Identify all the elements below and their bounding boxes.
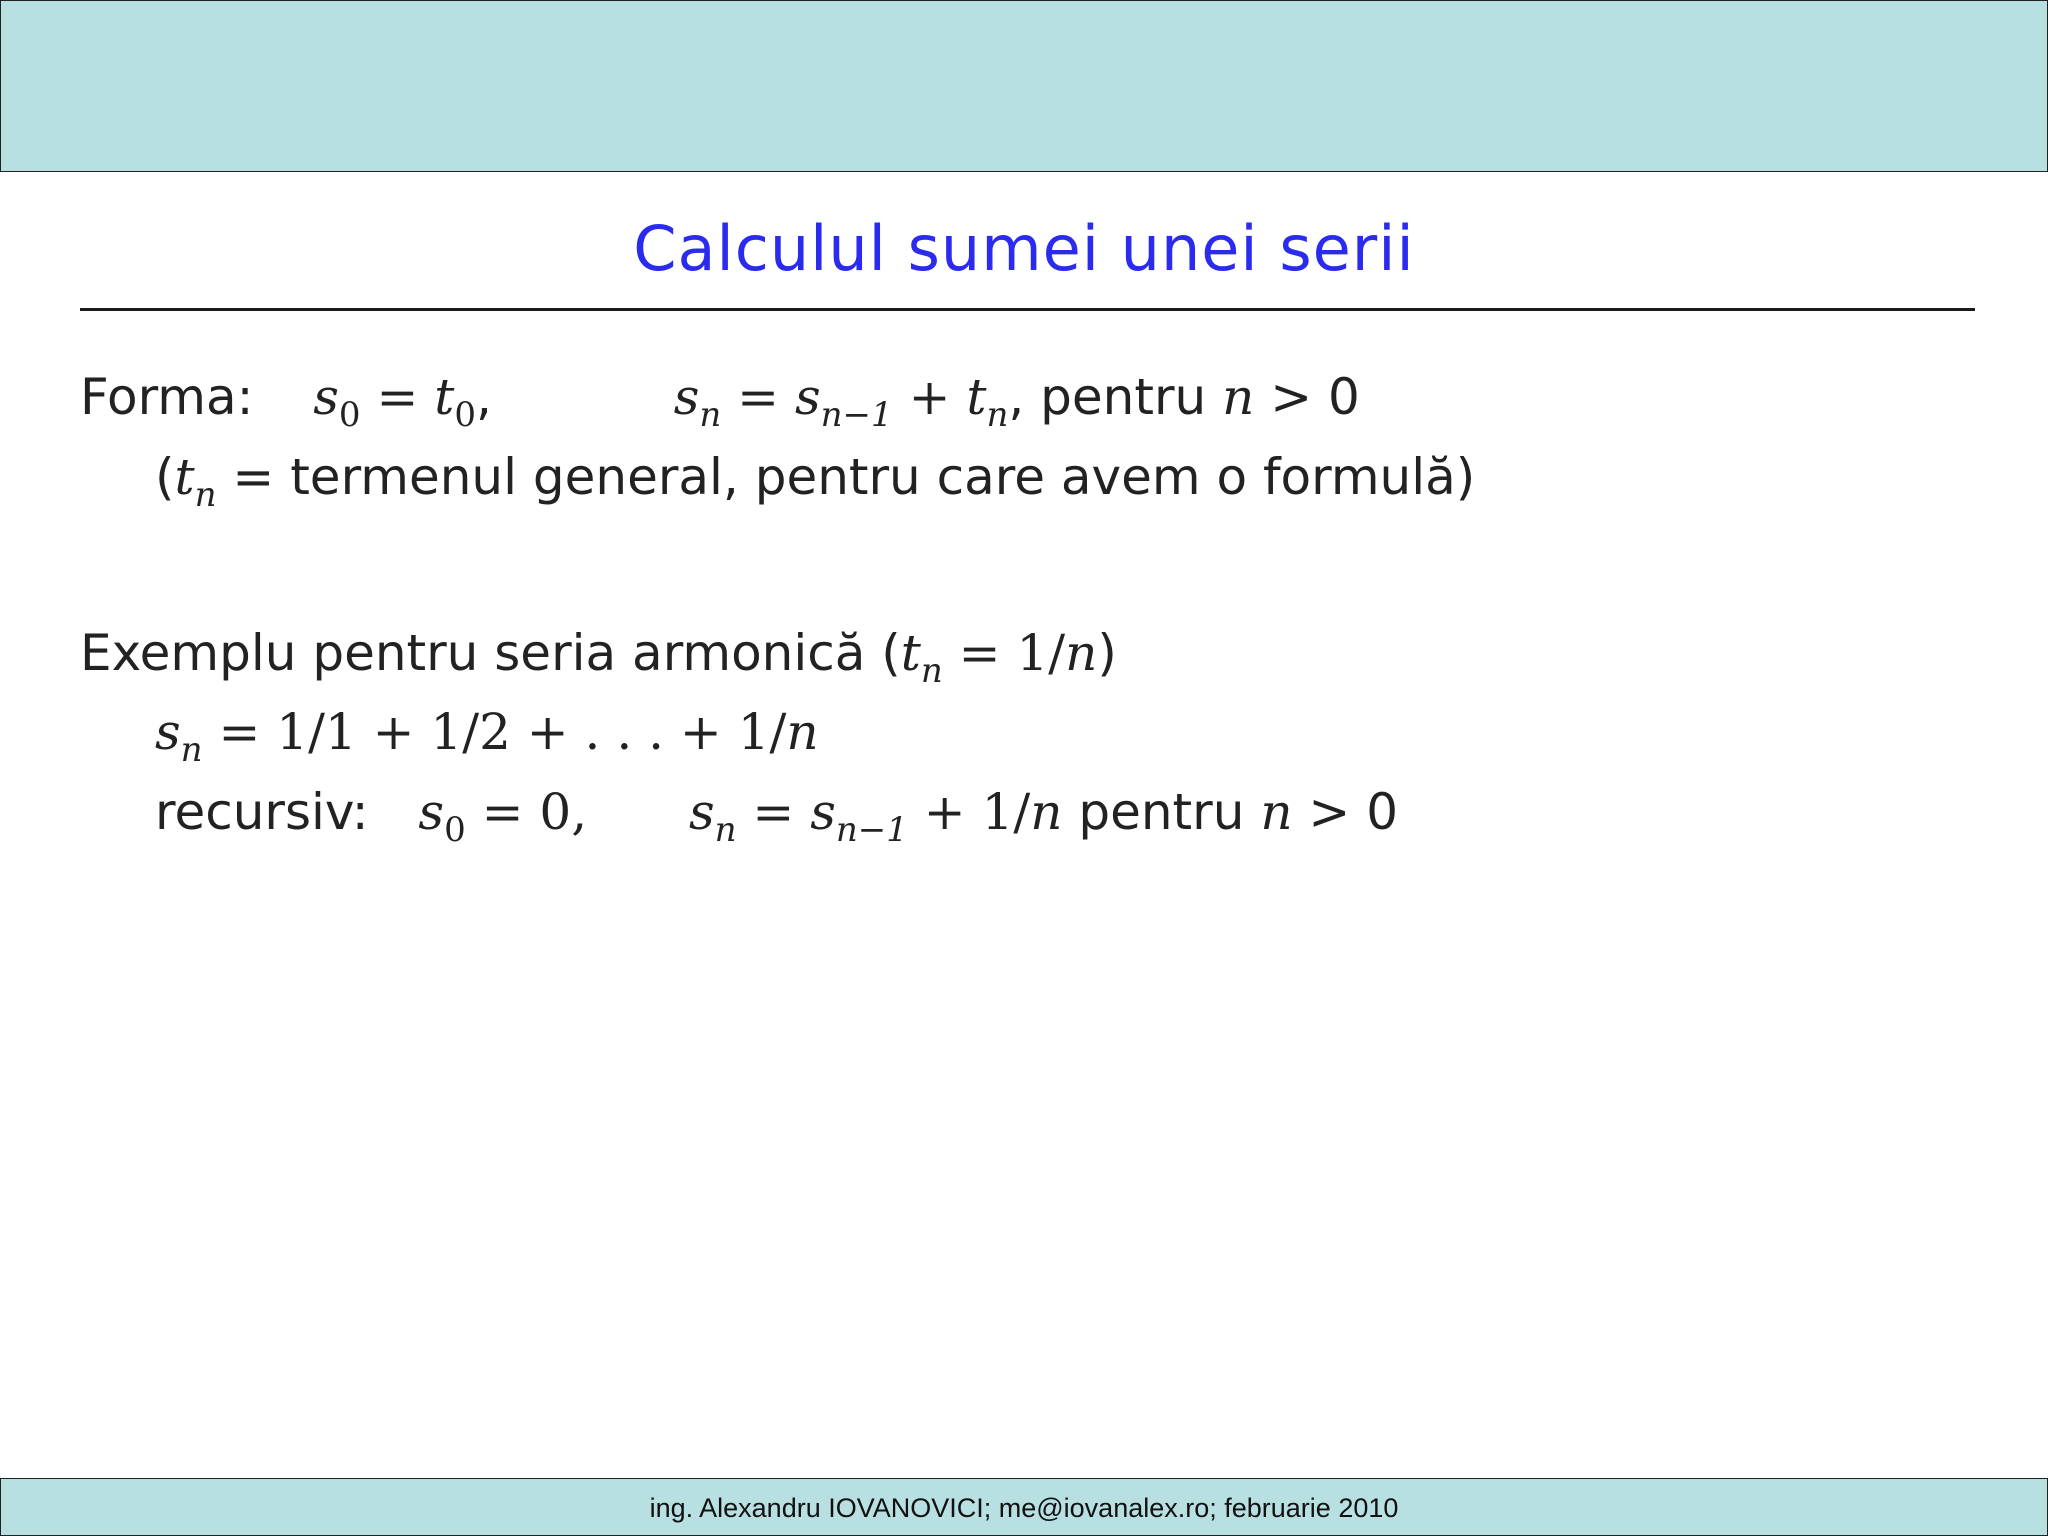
forma-snm1-sub: n−1 — [820, 394, 893, 435]
title-divider — [80, 308, 1975, 311]
footer-text: ing. Alexandru IOVANOVICI; me@iovanalex.ro; februarie 2010 — [649, 1493, 1399, 1523]
forma-condition-word: pentru — [1040, 368, 1207, 426]
recursiv-plus: + 1/ — [907, 783, 1031, 841]
forma-t0-sub: 0 — [454, 394, 476, 435]
forma-sn-sub: n — [699, 394, 722, 435]
recursiv-sn: s — [688, 783, 715, 841]
recursiv-n: n — [1030, 783, 1063, 841]
recursiv-snm1-sub: n−1 — [835, 809, 908, 850]
exemplu-t-sub: n — [920, 650, 943, 691]
forma-note-open: ( — [155, 448, 175, 506]
sum-sn-sub: n — [180, 729, 203, 770]
forma-plus: + — [892, 368, 967, 426]
exemplu-line — [80, 624, 1117, 691]
forma-condition-var: n — [1222, 368, 1255, 426]
forma-sn: s — [673, 368, 700, 426]
recursiv-s0-sub: 0 — [444, 809, 466, 850]
recursiv-snm1: s — [810, 783, 836, 841]
recursiv-line — [155, 783, 1399, 850]
forma-eq1-op: = — [360, 368, 435, 426]
recursiv-sn-sub: n — [714, 809, 737, 850]
forma-note-line — [155, 448, 1476, 515]
recursiv-condition-word: pentru — [1078, 783, 1245, 841]
exemplu-close: ) — [1097, 624, 1117, 682]
sum-n: n — [786, 703, 819, 761]
sum-sn: s — [155, 703, 181, 761]
recursiv-condition-op: > 0 — [1292, 783, 1399, 841]
recursiv-label: recursiv: — [155, 783, 369, 841]
forma-tn: t — [966, 368, 987, 426]
recursiv-eq2-op: = — [736, 783, 811, 841]
forma-label: Forma: — [80, 368, 254, 426]
recursiv-condition-var: n — [1260, 783, 1293, 841]
forma-s0-sub: 0 — [338, 394, 361, 435]
forma-condition-op: > 0 — [1254, 368, 1360, 426]
exemplu-n: n — [1065, 624, 1098, 682]
exemplu-text: Exemplu pentru seria armonică ( — [80, 624, 901, 682]
forma-eq1-sep: , — [475, 368, 492, 426]
slide-title: Calculul sumei unei serii — [633, 212, 1415, 285]
forma-note-text: = termenul general, pentru care avem o formulă) — [216, 448, 1476, 506]
forma-eq2-op: = — [721, 368, 795, 426]
sum-line — [155, 703, 819, 770]
recursiv-s0: s — [418, 783, 445, 841]
forma-snm1: s — [794, 368, 821, 426]
sum-rhs: = 1/1 + 1/2 + . . . + 1/ — [202, 703, 787, 761]
forma-tn-sub: n — [986, 394, 1009, 435]
forma-eq2-sep: , — [1008, 368, 1025, 426]
forma-line — [80, 368, 1360, 435]
forma-t0: t — [434, 368, 455, 426]
forma-note-t: t — [174, 448, 195, 506]
exemplu-t: t — [900, 624, 921, 682]
forma-note-t-sub: n — [194, 474, 217, 515]
forma-s0: s — [313, 368, 339, 426]
exemplu-eq: = 1/ — [942, 624, 1066, 682]
recursiv-eq1-rhs: = 0, — [465, 783, 588, 841]
header-band — [0, 0, 2048, 172]
